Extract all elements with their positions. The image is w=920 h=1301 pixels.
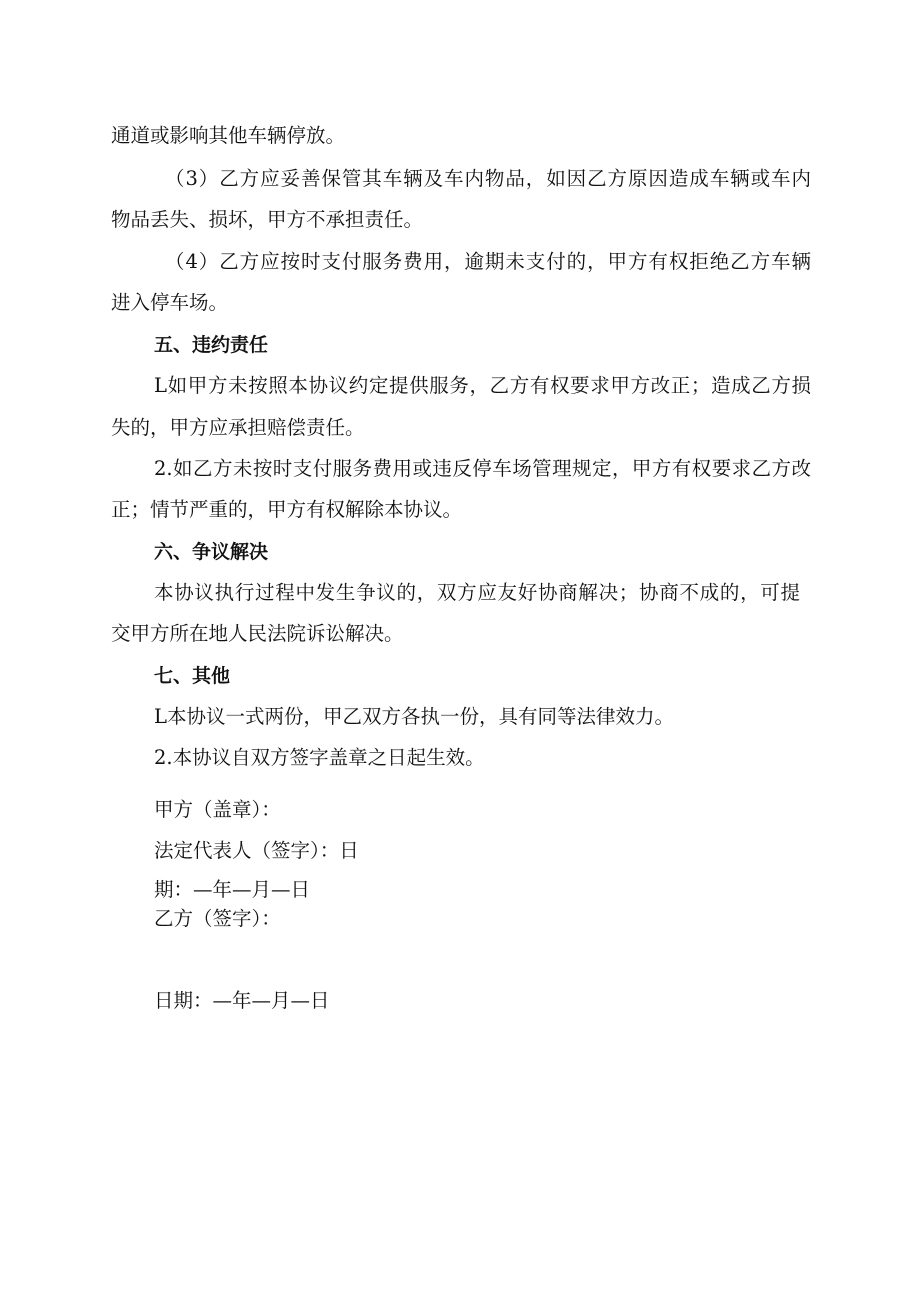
clause-4-3-line-2: 物品丢失、损坏，甲方不承担责任。 — [111, 208, 424, 231]
other-clause-2: 2.本协议自双方签字盖章之日起生效。 — [154, 746, 485, 769]
party-b-sign-label: 乙方（签字）： — [154, 907, 281, 930]
section-heading-other: 七、其他 — [154, 665, 231, 687]
clause-4-4-line-1: （4）乙方应按时支付服务费用，逾期未支付的，甲方有权拒绝乙方车辆 — [165, 250, 811, 273]
paragraph-continuation: 通道或影响其他车辆停放。 — [111, 124, 346, 147]
dispute-paragraph-line-1: 本协议执行过程中发生争议的，双方应友好协商解决；协商不成的，可提 — [154, 581, 800, 604]
section-heading-dispute: 六、争议解决 — [154, 541, 269, 563]
section-heading-breach: 五、违约责任 — [154, 334, 269, 356]
party-a-date-label: 期：—年—月—日 — [154, 878, 311, 901]
clause-5-2-line-1: 2.如乙方未按时支付服务费用或违反停车场管理规定，甲方有权要求乙方改 — [154, 457, 811, 480]
clause-4-4-line-2: 进入停车场。 — [111, 291, 229, 314]
clause-4-3-line-1: （3）乙方应妥善保管其车辆及车内物品，如因乙方原因造成车辆或车内 — [165, 167, 811, 190]
dispute-paragraph-line-2: 交甲方所在地人民法院诉讼解决。 — [111, 622, 404, 645]
clause-5-2-line-2: 正；情节严重的，甲方有权解除本协议。 — [111, 498, 463, 521]
legal-representative-label: 法定代表人（签字）：日 — [154, 839, 359, 862]
party-a-seal-label: 甲方（盖章）： — [154, 798, 281, 821]
clause-5-1-line-1: L如甲方未按照本协议约定提供服务，乙方有权要求甲方改正；造成乙方损 — [154, 374, 811, 397]
other-clause-1: L本协议一式两份，甲乙双方各执一份，具有同等法律效力。 — [154, 705, 674, 728]
clause-5-1-line-2: 失的，甲方应承担赔偿责任。 — [111, 416, 365, 439]
party-b-date-label: 日期：—年—月—日 — [154, 989, 330, 1012]
